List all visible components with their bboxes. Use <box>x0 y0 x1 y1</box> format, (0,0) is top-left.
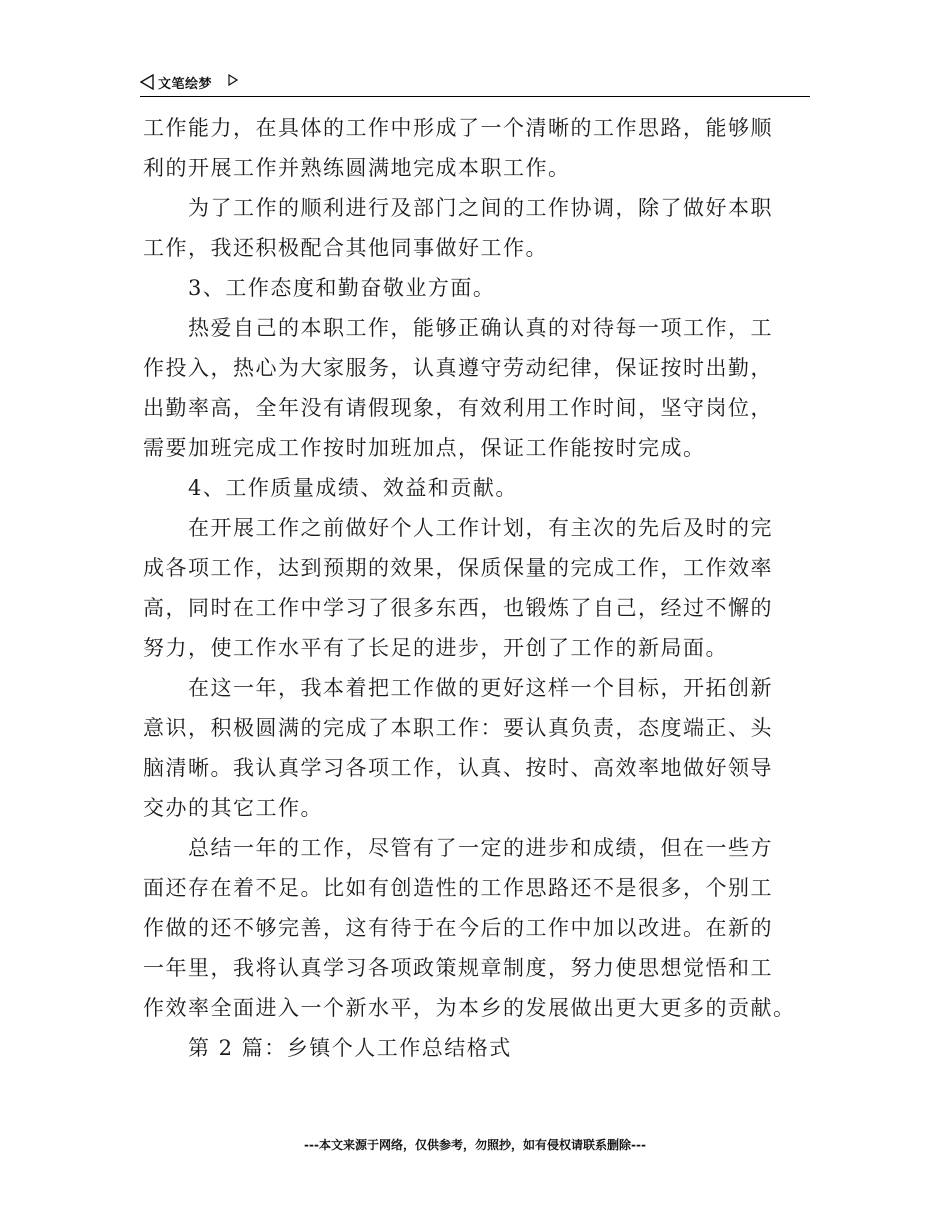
text-line: 3、工作态度和勤奋敬业方面。 <box>188 276 496 300</box>
text-line: 需要加班完成工作按时加班加点，保证工作能按时完成。 <box>143 436 706 460</box>
text-line: 作投入，热心为大家服务，认真遵守劳动纪律，保证按时出勤， <box>143 356 773 380</box>
text-line: 为了工作的顺利进行及部门之间的工作协调，除了做好本职 <box>188 196 773 220</box>
text-line: 总结一年的工作，尽管有了一定的进步和成绩，但在一些方 <box>188 836 773 860</box>
text-line: 热爱自己的本职工作，能够正确认真的对待每一项工作，工 <box>188 316 773 340</box>
text-line: 交办的其它工作。 <box>143 796 323 820</box>
page-header <box>140 70 810 97</box>
text-line: 工作，我还积极配合其他同事做好工作。 <box>143 236 548 260</box>
text-line: 出勤率高，全年没有请假现象，有效利用工作时间，坚守岗位， <box>143 396 773 420</box>
footer-disclaimer: ---本文来源于网络，仅供参考，勿照抄，如有侵权请联系删除--- <box>304 1138 646 1152</box>
right-triangle-icon <box>228 74 238 86</box>
document-body <box>143 108 810 1068</box>
text-line: 工作能力，在具体的工作中形成了一个清晰的工作思路，能够顺 <box>143 116 773 140</box>
left-triangle-icon <box>140 74 154 90</box>
text-line: 面还存在着不足。比如有创造性的工作思路还不是很多，个别工 <box>143 876 773 900</box>
text-line: 第 2 篇：乡镇个人工作总结格式 <box>188 1036 512 1060</box>
text-line: 高，同时在工作中学习了很多东西，也锻炼了自己，经过不懈的 <box>143 596 773 620</box>
text-line: 作做的还不够完善，这有待于在今后的工作中加以改进。在新的 <box>143 916 773 940</box>
text-line: 作效率全面进入一个新水平，为本乡的发展做出更大更多的贡献。 <box>143 996 796 1020</box>
text-line: 脑清晰。我认真学习各项工作，认真、按时、高效率地做好领导 <box>143 756 773 780</box>
text-line: 在开展工作之前做好个人工作计划，有主次的先后及时的完 <box>188 516 773 540</box>
text-line: 意识，积极圆满的完成了本职工作：要认真负责，态度端正、头 <box>143 716 773 740</box>
text-line: 4、工作质量成绩、效益和贡献。 <box>188 476 518 500</box>
text-line: 一年里，我将认真学习各项政策规章制度，努力使思想觉悟和工 <box>143 956 773 980</box>
text-line: 成各项工作，达到预期的效果，保质保量的完成工作，工作效率 <box>143 556 773 580</box>
header-title: 文笔绘梦 <box>158 77 213 92</box>
text-line: 努力，使工作水平有了长足的进步，开创了工作的新局面。 <box>143 636 728 660</box>
text-line: 利的开展工作并熟练圆满地完成本职工作。 <box>143 156 571 180</box>
text-line: 在这一年，我本着把工作做的更好这样一个目标，开拓创新 <box>188 676 773 700</box>
